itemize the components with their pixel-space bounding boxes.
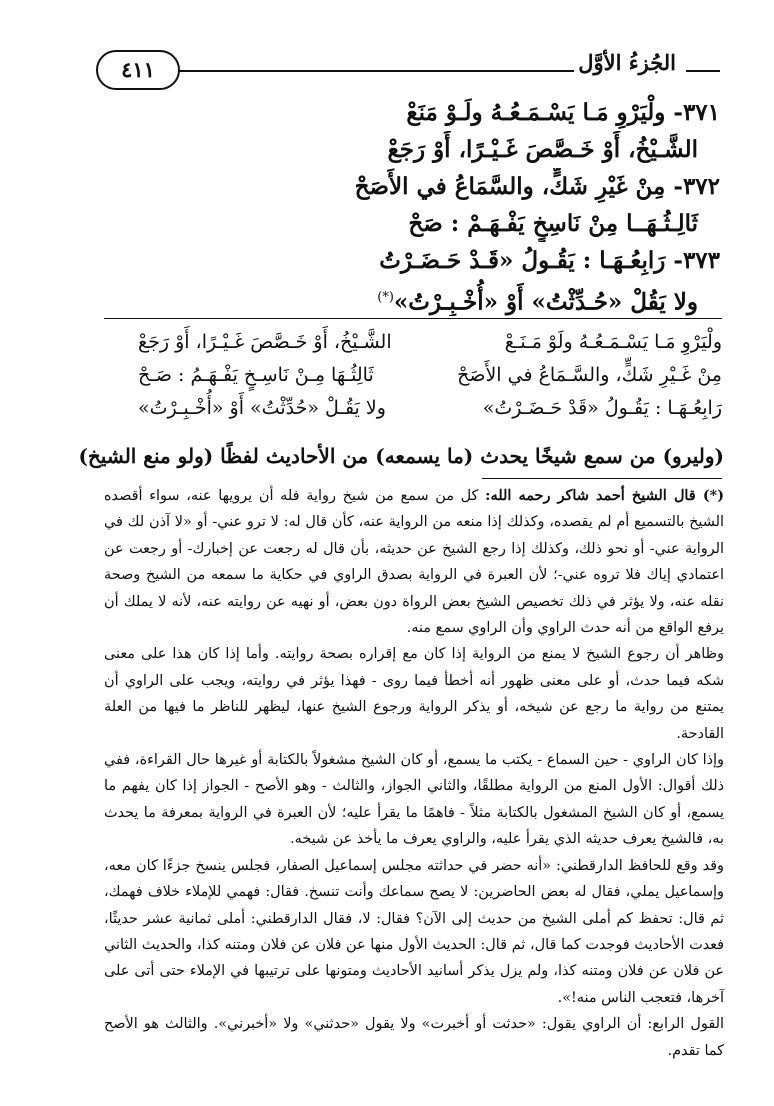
footnote-paragraph: وظاهر أن رجوع الشيخ لا يمنع من الرواية إذا كان مع إقراره بصحة روايته. وأما إذا كان هذا على معنى شكه فيما حدث، أو على معنى ظهور أنه أخطأ فيما روى - فهذا يؤثر في روايته، ويجب على الراوي أن يمتنع من رواية ما رجع عن شيخه، أو يذكر الرواية ورجوع الشيخ عنها، ليظهر للناظر ما فيها من العلة القادحة. xyxy=(104,646,724,742)
verse-block xyxy=(100,94,720,316)
footnote-paragraph: وقد وقع للحافظ الدارقطني: «أنه حضر في حداثته مجلس إسماعيل الصفار، فجلس ينسخ جزءًا كان معه، وإسماعيل يملي، فقال له بعض الحاضرين: لا يصح سماعك وأنت تنسخ. فقال: فهمي للإملاء خلاف فهمك، ثم قال: تحفظ كم أملى الشيخ من حديث إلى الآن؟ فقال: لا، فقال الدارقطني: أملى ثمانية عشر حديثًا، فعدت الأحاديث فوجدت كما قال، ثم قال: الحديث الأول منها عن فلان عن فلان ومتنه كذا، والحديث الثاني عن فلان عن فلان ومتنه كذا، ولم يزل يذكر أسانيد الأحاديث ومتونها على ترتيبها في الإملاء حتى أتى على آخرها، فتعجب الناس منه!». xyxy=(104,857,724,1006)
verse-text: ولا يَقُلْ «حُـدِّثْتُ» أَوْ «أُخْـبِـرْتُ» xyxy=(393,288,698,316)
couplet-second-hemistich: الشَّـيْخُ، أَوْ خَـصَّصَ غَـيْـرًا، أَوْ رَجَعْ xyxy=(138,331,392,353)
couplet-second-hemistich: ثَالِثُـهَا مِـنْ نَاسِـخٍ يَفْـهَـمُ : صَـحْ xyxy=(138,364,374,386)
footnote-paragraph: القول الرابع: أن الراوي يقول: «حدثت أو أخبرت» ولا يقول «حدثني» ولا «أخبرني». والثالث هو الأصح كما تقدم. xyxy=(104,1016,724,1059)
footnote-marker: (*) xyxy=(377,290,394,305)
verse-line: ٣٧٢- مِنْ غَيْرِ شَكٍّ، والسَّمَاعُ في الأَصَحْ xyxy=(354,173,720,200)
couplet-first-hemistich: ولْيَرْوِ مَـا يَسْـمَـعُـهُ ولَوْ مَـنَـعْ xyxy=(504,331,722,353)
couplet-first-hemistich: مِنْ غَـيْرِ شَكٍّ، والسَّـمَاعُ في الأَصَحْ xyxy=(457,364,722,386)
verse-line xyxy=(100,279,720,316)
verse-line: ثَالِـثُـهَــا مِنْ نَاسِخٍ يَفْـهَـمْ : صَحْ xyxy=(408,210,698,237)
verse-line: ٣٧١- ولْيَرْوِ مَـا يَسْـمَـعُـهُ ولَـوْ مَنَعْ xyxy=(406,99,720,126)
header-dash xyxy=(686,70,720,72)
part-title: الجُزءُ الأوَّل xyxy=(578,50,676,75)
footnote-text: كل من سمع من شيخ رواية فله أن يرويها عنه، سواء أقصده الشيخ بالتسميع أم لم يقصده، وكذلك إذا منعه من الرواية عنه، كأن قال له: لا ترو عني- أو «لا آذن لك في الرواية عني- أو نحو ذلك، وكذلك إذا رجع الشيخ عن حديثه، بأن قال له رجعت عن إخبارك- أو رجعت عن اعتمادي إياك فلا تروه عني-؛ لأن العبرة في الرواية بصدق الراوي في حكاية ما سمعه من الشيخ وصحة نقله عنه، ولا يؤثر في ذلك تخصيص الشيخ بعض الرواة دون بعض، أو نهيه عن روايته عنه، لأنه لا يملك أن يرفع الواقع من أنه حدث الراوي وأن الراوي سمع منه. xyxy=(104,488,724,637)
couplet-block xyxy=(138,326,722,425)
couplet-row xyxy=(138,326,722,359)
couplet-first-hemistich: رَابِعُـهَـا : يَقُـولُ «قَدْ حَـضَـرْتُ» xyxy=(482,397,722,419)
page-header xyxy=(96,44,720,92)
couplet-second-hemistich: ولا يَقُـلْ «حُدِّثْتُ» أَوْ «أُخْـبِـرْتُ» xyxy=(138,397,386,419)
header-rule xyxy=(178,70,574,72)
couplet-row xyxy=(138,392,722,425)
footnote-lead: (*) قال الشيخ أحمد شاكر رحمه الله: xyxy=(485,487,725,504)
footnote-rule xyxy=(482,478,722,479)
verse-line: الشَّـيْخُ، أَوْ خَـصَّصَ غَـيْـرًا، أَوْ رَجَعْ xyxy=(387,136,698,163)
couplet-row xyxy=(138,359,722,392)
footnote xyxy=(104,483,724,1064)
page-number: ٤١١ xyxy=(96,50,180,90)
commentary-line: (وليرو) من سمع شيخًا يحدث (ما يسمعه) من الأحاديث لفظًا (ولو منع الشيخ) xyxy=(78,444,724,468)
footnote-paragraph: وإذا كان الراوي - حين السماع - يكتب ما يسمع، أو كان الشيخ مشغولاً بالكتابة أو غيرها حال القراءة، ففي ذلك أقوال: الأول المنع من الرواية مطلقًا، والثاني الجواز، والثالث - وهو الأصح - الجواز إذا كان يفهم ما يسمع، أو كان الشيخ المشغول بالكتابة مثلاً - فاهمًا ما يقرأ عليه؛ لأن العبرة في الرواية بمعرفة ما يحدث به، فالشيخ يعرف حديثه الذي يقرأ عليه، والراوي يعرف ما يأخذ عن شيخه. xyxy=(104,752,724,848)
verse-line: ٣٧٣- رَابِعُـهَـا : يَقُـولُ «قَـدْ حَـضَـرْتُ xyxy=(379,247,720,274)
footnote-paragraph xyxy=(104,483,724,641)
section-divider xyxy=(104,318,722,319)
